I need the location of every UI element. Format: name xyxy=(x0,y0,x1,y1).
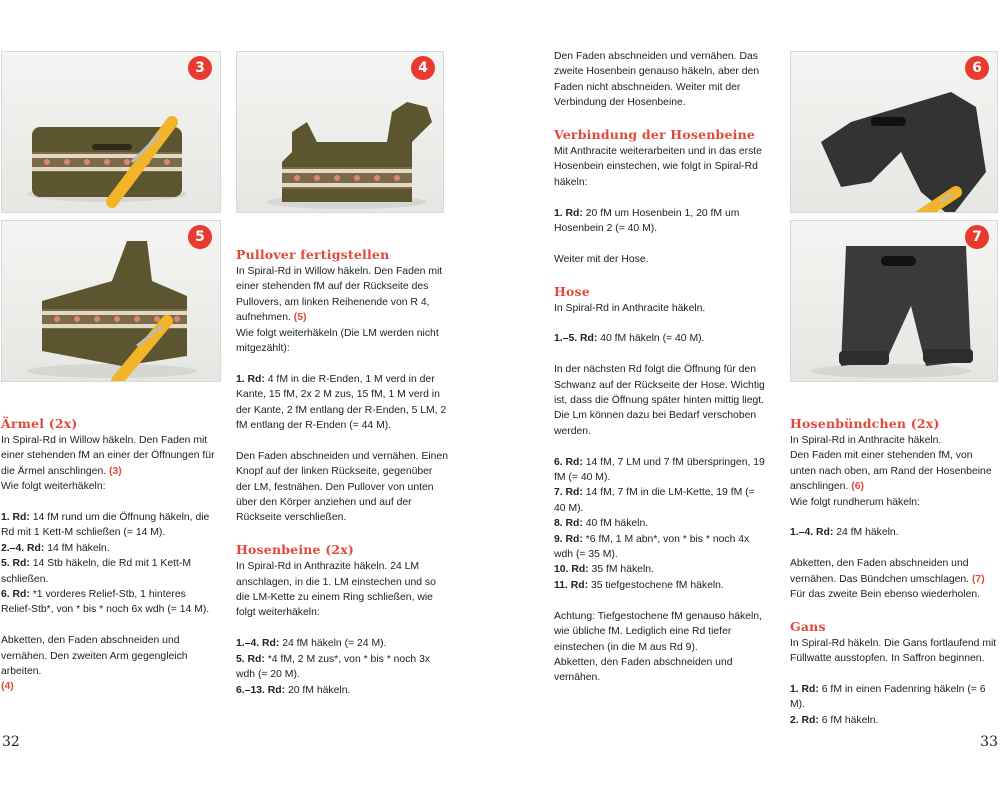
instruction-row: 1. Rd: 4 fM in die R-Enden, 1 M verd in der Kante, 15 fM, 2x 2 M zus, 15 fM, 1 M verd in der Kante, 2 fM entlang der R-Enden, 5 LM, 2 fM entlang der R-Enden (= 44 M). xyxy=(236,373,447,432)
section-title-gans: Gans xyxy=(790,618,826,634)
paragraph: In Spiral-Rd in Anthracite häkeln. xyxy=(790,435,942,446)
pants-image xyxy=(791,221,998,382)
photo-ref: (6) xyxy=(851,481,864,493)
paragraph: Abketten, den Faden abschneiden und vernähen. Den zweiten Arm gegengleich arbeiten. xyxy=(1,635,188,678)
paragraph: Den Faden abschneiden und vernähen. Einen Knopf auf der linken Rückseite, gegenüber der LM, festnähen. Den Pullover von unten über den Körper anziehen und auf der Rückseite verschließen. xyxy=(236,450,449,524)
instruction-row: 1. Rd: 14 fM rund um die Öffnung häkeln, die Rd mit 1 Kett-M schließen (= 14 M). xyxy=(1,512,210,539)
section-title-hosenbeine: Hosenbeine (2x) xyxy=(236,542,355,558)
step-badge: 7 xyxy=(965,225,989,249)
column-2 xyxy=(236,246,450,698)
paragraph: Für das zweite Bein ebenso wiederholen. xyxy=(790,589,981,601)
photo-step-7 xyxy=(790,220,998,382)
paragraph: Achtung: Tiefgestochene fM genauso häkeln, wie übliche fM. Lediglich eine Rd tiefer einstechen (in die M aus Rd 9). xyxy=(554,610,762,653)
instruction-row: 2. Rd: 6 fM häkeln. xyxy=(790,714,879,726)
instruction-row: 5. Rd: 14 Stb häkeln, die Rd mit 1 Kett-M schließen. xyxy=(1,558,192,585)
photo-ref: (7) xyxy=(971,573,985,585)
instruction-row: 7. Rd: 14 fM, 7 fM in die LM-Kette, 19 fM (= 40 M). xyxy=(554,487,755,514)
photo-ref: (3) xyxy=(109,465,122,477)
paragraph: Wie folgt weiterhäkeln (Die LM werden nicht mitgezählt): xyxy=(236,327,439,355)
column-1 xyxy=(1,415,215,710)
photo-step-3 xyxy=(1,51,221,213)
paragraph: Mit Anthracite weiterarbeiten und in das erste Hosenbein einstechen, wie folgt in Spiral-Rd häkeln: xyxy=(554,146,762,188)
section-title-hosenbuendchen: Hosenbündchen (2x) xyxy=(790,416,940,431)
paragraph: Weiter mit der Hose. xyxy=(554,253,649,265)
column-3 xyxy=(554,49,766,686)
photo-step-4 xyxy=(236,51,444,213)
photo-ref: (5) xyxy=(293,312,307,324)
step-badge: 6 xyxy=(965,56,989,80)
paragraph: Abketten, den Faden abschneiden und vernähen. xyxy=(554,656,733,684)
step-badge: 4 xyxy=(411,56,435,80)
sweater-image xyxy=(2,221,221,382)
instruction-row: 8. Rd: 40 fM häkeln. xyxy=(554,518,649,530)
instruction-row: 1.–4. Rd: 24 fM häkeln. xyxy=(790,527,899,539)
paragraph: In Spiral-Rd in Willow häkeln. Den Faden mit einer stehenden fM an einer der Öffnungen für die Ärmel anschlingen. xyxy=(1,435,215,477)
column-4 xyxy=(790,415,1000,728)
instruction-row: 5. Rd: *4 fM, 2 M zus*, von * bis * noch 3x wdh (= 20 M). xyxy=(236,653,431,681)
instruction-row: 11. Rd: 35 tiefgestochene fM häkeln. xyxy=(554,579,724,591)
pants-image xyxy=(791,52,998,213)
instruction-row: 10. Rd: 35 fM häkeln. xyxy=(554,564,654,576)
sweater-image xyxy=(237,52,444,213)
paragraph: Wie folgt rundherum häkeln: xyxy=(790,496,920,508)
page-number-right: 33 xyxy=(980,734,998,750)
instruction-row: 6.–13. Rd: 20 fM häkeln. xyxy=(236,684,351,696)
paragraph: Abketten, den Faden abschneiden und vernähen. Das Bündchen umschlagen. xyxy=(790,558,970,585)
instruction-row: 1. Rd: 20 fM um Hosenbein 1, 20 fM um Hosenbein 2 (= 40 M). xyxy=(554,207,740,235)
paragraph: In Spiral-Rd in Willow häkeln. Den Faden mit einer stehenden fM auf der Rückseite des Pullovers, am linken Reihenende von R 4, aufnehmen. xyxy=(236,266,443,324)
section-title-pullover: Pullover fertigstellen xyxy=(236,247,390,262)
instruction-row: 6. Rd: 14 fM, 7 LM und 7 fM überspringen, 19 fM (= 40 M). xyxy=(554,456,765,484)
paragraph: Den Faden abschneiden und vernähen. Das zweite Hosenbein genauso häkeln, aber den Faden nicht abschneiden. Weiter mit der Verbindung der Hosenbeine. xyxy=(554,51,760,109)
paragraph: In Spiral-Rd in Anthracite häkeln. xyxy=(554,302,706,314)
section-title-aermel: Ärmel (2x) xyxy=(1,416,78,431)
instruction-row: 9. Rd: *6 fM, 1 M abn*, von * bis * noch 4x wdh (= 35 M). xyxy=(554,533,750,561)
photo-step-6 xyxy=(790,51,998,213)
instruction-row: 6. Rd: *1 vorderes Relief-Stb, 1 hinteres Relief-Stb*, von * bis * noch 6x wdh (= 14 M). xyxy=(1,589,210,616)
instruction-row: 2.–4. Rd: 14 fM häkeln. xyxy=(1,542,110,554)
step-badge: 3 xyxy=(188,56,212,80)
paragraph: Wie folgt weiterhäkeln: xyxy=(1,481,106,493)
page-number-left: 32 xyxy=(2,734,20,750)
paragraph: In Spiral-Rd in Anthrazite häkeln. 24 LM anschlagen, in die 1. LM einstechen und so die LM-Kette zu einem Ring schließen, wie folgt weiterhäkeln: xyxy=(236,561,436,619)
paragraph: In Spiral-Rd häkeln. Die Gans fortlaufend mit Füllwatte ausstopfen. In Saffron beginnen. xyxy=(790,637,997,665)
instruction-row: 1.–5. Rd: 40 fM häkeln (= 40 M). xyxy=(554,333,705,345)
photo-ref: (4) xyxy=(1,681,14,693)
paragraph: In der nächsten Rd folgt die Öffnung für den Schwanz auf der Rückseite der Hose. Wichtig ist, dass die Öffnung später hinten mittig liegt. Die Lm können dazu bei Bedarf verschoben werden. xyxy=(554,364,765,437)
section-title-verbindung: Verbindung der Hosenbeine xyxy=(554,127,756,143)
paragraph: Den Faden mit einer stehenden fM, von unten nach oben, am Rand der Hosenbeine anschlingen. xyxy=(790,450,992,493)
photo-step-5 xyxy=(1,220,221,382)
sweater-image xyxy=(2,52,221,213)
section-title-hose: Hose xyxy=(554,283,590,299)
instruction-row: 1. Rd: 6 fM in einen Fadenring häkeln (= 6 M). xyxy=(790,684,986,711)
instruction-row: 1.–4. Rd: 24 fM häkeln (= 24 M). xyxy=(236,638,387,650)
step-badge: 5 xyxy=(188,225,212,249)
